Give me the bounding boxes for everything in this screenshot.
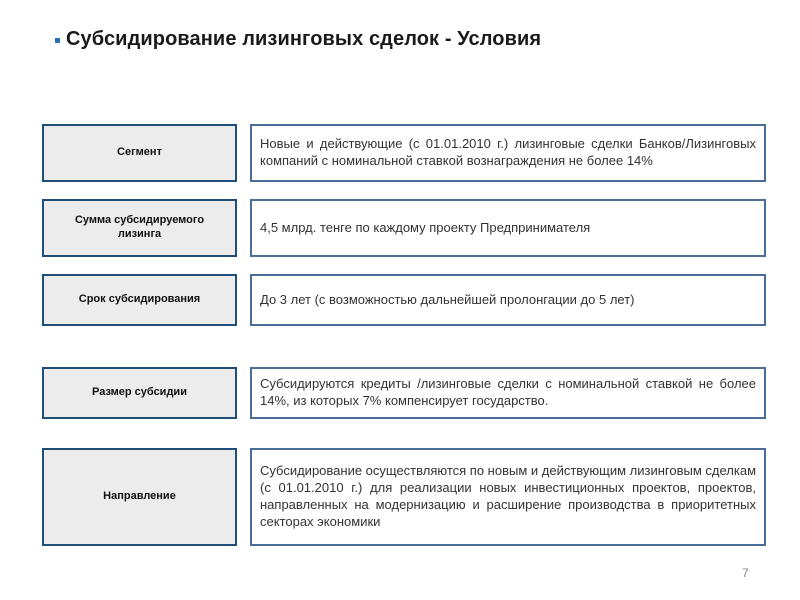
value-subsidy-term [250,274,766,326]
value-subsidy-term-text: До 3 лет (с возможностью дальнейшей пролонгации до 5 лет) [260,291,635,307]
value-leasing-amount-text: 4,5 млрд. тенге по каждому проекту Предпринимателя [260,219,591,235]
label-segment: Сегмент [42,124,237,182]
label-subsidy-size: Размер субсидии [42,367,237,419]
value-segment-text: Новые и действующие (с 01.01.2010 г.) лизинговые сделки Банков/Лизинговых компаний с номинальной ставкой вознаграждения не более 14% [260,136,756,168]
page-number: 7 [742,566,749,580]
label-direction: Направление [42,448,237,546]
value-direction-text: Субсидирование осуществляются по новым и действующим лизинговым сделкам (с 01.01.2010 г.) для реализации новых инвестиционных проектов, проектов, направленных на модернизацию и расширение производства в приоритетных секторах экономики [260,463,757,529]
bullet-icon [55,38,60,43]
label-subsidy-term: Срок субсидирования [42,274,237,326]
value-segment [250,124,766,182]
slide-title: Субсидирование лизинговых сделок - Условия [66,28,542,50]
slide-header [55,28,541,51]
value-subsidy-size [250,367,766,419]
label-leasing-amount: Сумма субсидируемого лизинга [42,199,237,257]
value-leasing-amount [250,199,766,257]
value-subsidy-size-text: Субсидируются кредиты /лизинговые сделки с номинальной ставкой не более 14%, из которых 7% компенсирует государство. [260,376,756,408]
value-direction [250,448,766,546]
